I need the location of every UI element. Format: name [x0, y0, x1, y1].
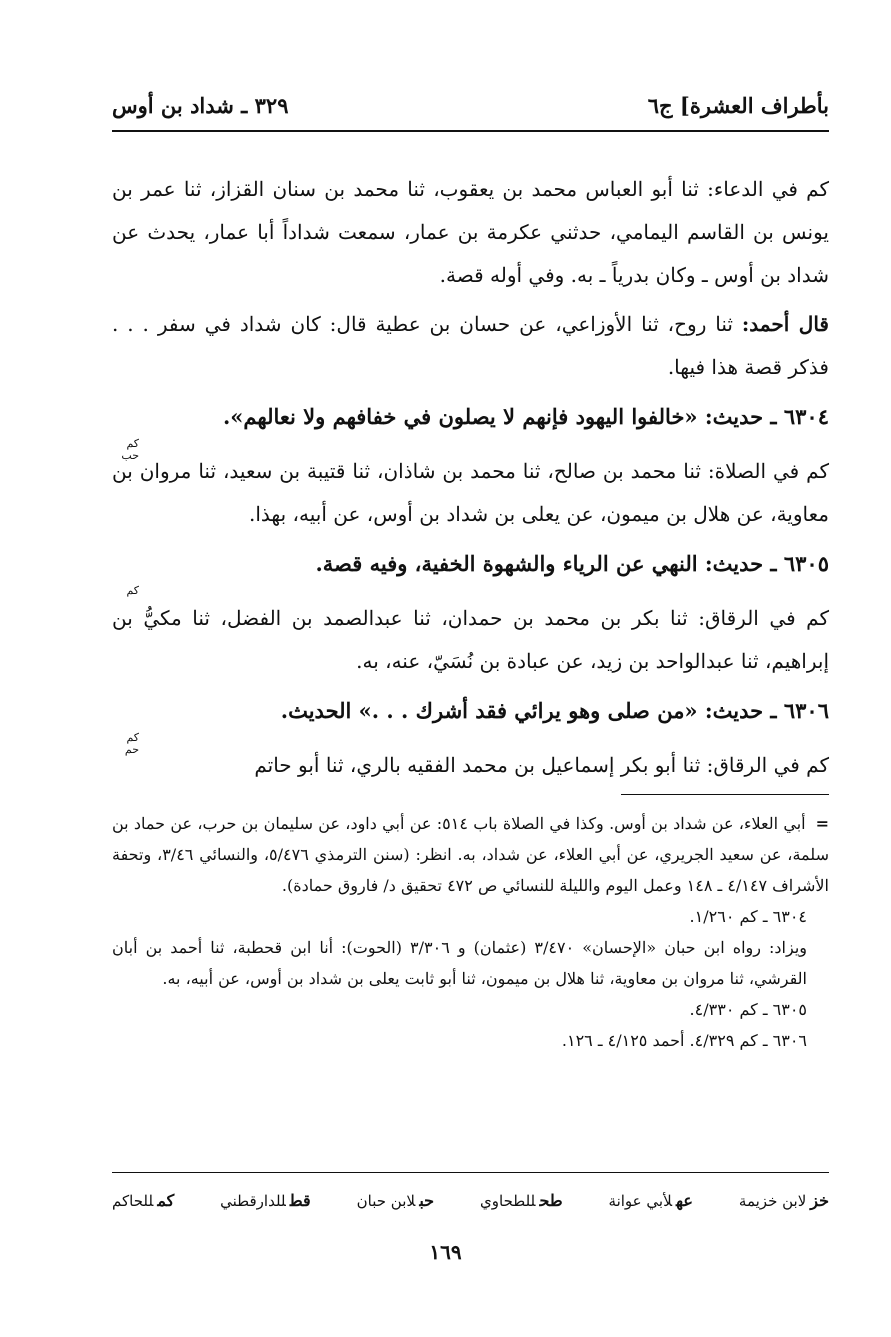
hadith-6304-marker: كم حب [121, 437, 139, 462]
paragraph-2-lead: قال أحمد: [741, 312, 829, 336]
footnote-6305: ٦٣٠٥ ـ كم ٤/٣٣٠. [689, 1000, 807, 1019]
hadith-6306-heading: ٦٣٠٦ ـ حديث: «من صلى وهو يرائي فقد أشرك . . .» الحديث. [280, 698, 829, 723]
hadith-6304-heading: ٦٣٠٤ ـ حديث: «خالفوا اليهود فإنهم لا يصلون في خفافهم ولا نعالهم». [223, 404, 829, 429]
hadith-6306-text: كم في الرقاق: ثنا أبو بكر إسماعيل بن محمد الفقيه بالري، ثنا أبو حاتم [254, 753, 829, 777]
hadith-6305-marker: كم [126, 584, 139, 597]
paragraph-2-rest: ثنا روح، ثنا الأوزاعي، عن حسان بن عطية قال: كان شداد في سفر . . . فذكر قصة هذا فيها. [112, 312, 829, 379]
abbrev-item: طحللطحاوي [480, 1191, 563, 1210]
footnotes [112, 808, 829, 1056]
footnote-continued [112, 808, 829, 901]
footnote-1-text: أبي العلاء، عن شداد بن أوس. وكذا في الصلاة باب ٥١٤: عن أبي داود، عن سليمان بن حرب، عن حماد بن سلمة، عن سعيد الجريري، عن أبي العلاء، عن شداد، به. انظر: (سنن الترمذي ٥/٤٧٦، والنسائي ٣/٤٦، وتحفة الأشراف ٤/١٤٧ ـ ١٤٨ وعمل اليوم والليلة للنسائي ص ٤٧٢ تحقيق د/ فاروق حمادة). [112, 814, 829, 895]
continuation-mark: = [815, 814, 829, 833]
footnote-6306: ٦٣٠٦ ـ كم ٤/٣٢٩. أحمد ٤/١٢٥ ـ ١٢٦. [561, 1031, 807, 1050]
paragraph-2 [112, 303, 829, 389]
abbrev-item: كمللحاكم [112, 1191, 175, 1210]
abbreviations-legend [112, 1186, 829, 1216]
abbrev-item: خزلابن خزيمة [738, 1191, 829, 1210]
hadith-6304-text: كم في الصلاة: ثنا محمد بن صالح، ثنا محمد بن شاذان، ثنا قتيبة بن سعيد، ثنا مروان بن معاوية، عن هلال بن ميمون، عن يعلى بن شداد بن أوس، عن أبيه، بهذا. [112, 459, 829, 526]
abbrev-item: عهلأبي عوانة [608, 1191, 693, 1210]
paragraph-1: كم في الدعاء: ثنا أبو العباس محمد بن يعقوب، ثنا محمد بن سنان القزاز، ثنا عمر بن يونس بن القاسم اليمامي، حدثني عكرمة بن عمار، سمعت شداداً أبا عمار، يحدث عن شداد بن أوس ـ وكان بدرياً ـ به. وفي أوله قصة. [112, 177, 829, 287]
footnote-6304: ٦٣٠٤ ـ كم ١/٢٦٠. [689, 907, 807, 926]
abbrev-item: حبلابن حبان [356, 1191, 435, 1210]
header-section-title: ٣٢٩ ـ شداد بن أوس [112, 93, 289, 118]
main-text [112, 168, 829, 793]
header-book-title: بأطراف العشرة] ج٦ [647, 93, 829, 118]
hadith-6305-heading: ٦٣٠٥ ـ حديث: النهي عن الرياء والشهوة الخفية، وفيه قصة. [315, 551, 829, 576]
page-number: ١٦٩ [429, 1240, 462, 1264]
abbrev-item: قطللدارقطني [220, 1191, 311, 1210]
running-header [112, 78, 829, 118]
footnote-6304-addition: ويزاد: رواه ابن حبان «الإحسان» ٣/٤٧٠ (عثمان) و ٣/٣٠٦ (الحوت): أنا ابن قحطبة، ثنا أحمد بن أبان القرشي، ثنا مروان بن معاوية، ثنا هلال بن ميمون، ثنا أبو ثابت يعلى بن شداد بن أوس، عن أبيه، به. [112, 938, 808, 988]
hadith-6305-text: كم في الرقاق: ثنا بكر بن محمد بن حمدان، ثنا عبدالصمد بن الفضل، ثنا مكيُّ بن إبراهيم، ثنا عبدالواحد بن زيد، عن عبادة بن نُسَيّ، عنه، به. [112, 606, 829, 673]
hadith-6306-marker: كم حم [124, 731, 139, 756]
header-rule [112, 130, 829, 132]
abbreviations-rule [112, 1172, 829, 1173]
footnote-rule [621, 794, 829, 795]
